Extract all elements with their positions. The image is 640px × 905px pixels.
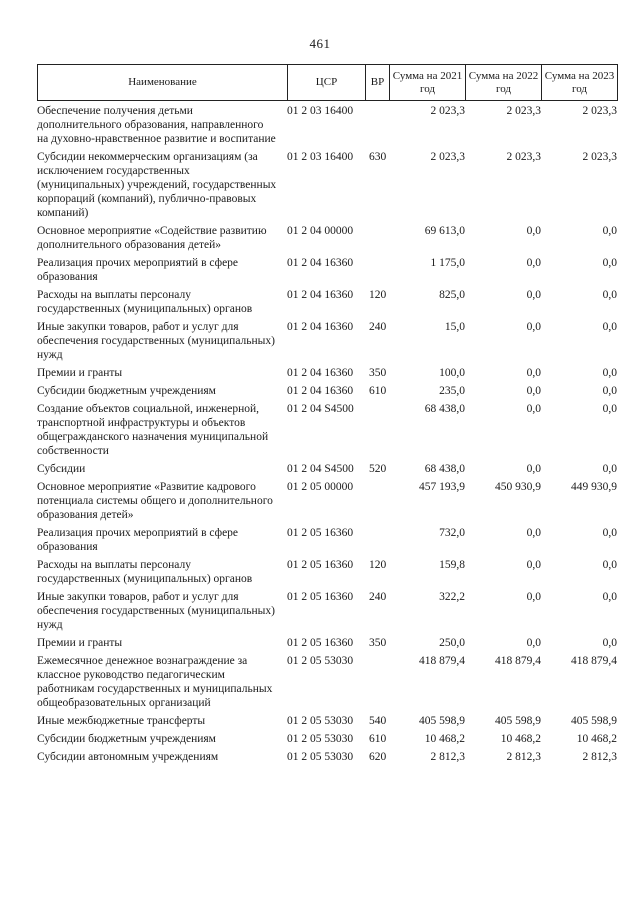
table-row <box>37 732 618 746</box>
row-sum-2021: 825,0 <box>439 289 465 301</box>
row-sum-2022: 2 023,3 <box>506 151 541 163</box>
row-name: Основное мероприятие «Содействие развитию дополнительного образования детей» <box>37 225 267 251</box>
row-name: Иные закупки товаров, работ и услуг для обеспечения государственных (муниципальных) нужд <box>37 591 275 631</box>
row-sum-2023: 405 598,9 <box>571 715 617 727</box>
row-name: Субсидии <box>37 463 86 475</box>
row-name: Реализация прочих мероприятий в сфере образования <box>37 257 239 283</box>
row-name: Ежемесячное денежное вознаграждение за классное руководство педагогическим работникам государственных и муниципальных общеобразовательных организаций <box>37 655 273 709</box>
row-sum-2021: 159,8 <box>439 559 465 571</box>
row-vr: 120 <box>369 559 387 571</box>
row-sum-2023: 449 930,9 <box>571 481 617 493</box>
row-sum-2023: 418 879,4 <box>571 655 617 667</box>
row-sum-2022: 0,0 <box>526 367 541 379</box>
row-name: Иные межбюджетные трансферты <box>37 715 206 727</box>
row-sum-2023: 10 468,2 <box>576 733 617 745</box>
row-name: Субсидии некоммерческим организациям (за исключением государственных (муниципальных) учреждений, государственных корпораций (компаний), публично-правовых компаний) <box>37 151 277 219</box>
row-sum-2021: 1 175,0 <box>430 257 465 269</box>
row-name: Расходы на выплаты персоналу государственных (муниципальных) органов <box>37 559 253 585</box>
row-csr: 01 2 04 S4500 <box>287 403 354 415</box>
row-sum-2023: 0,0 <box>602 367 617 379</box>
row-sum-2022: 405 598,9 <box>495 715 541 727</box>
row-sum-2023: 2 023,3 <box>582 151 617 163</box>
row-sum-2022: 0,0 <box>526 257 541 269</box>
row-sum-2022: 2 812,3 <box>506 751 541 763</box>
row-name: Основное мероприятие «Развитие кадрового потенциала системы общего и дополнительного образования детей» <box>37 481 273 521</box>
row-csr: 01 2 05 16360 <box>287 527 354 539</box>
row-vr: 350 <box>369 367 387 379</box>
row-name: Премии и гранты <box>37 367 123 379</box>
row-sum-2023: 0,0 <box>602 463 617 475</box>
row-csr: 01 2 04 16360 <box>287 289 354 301</box>
row-sum-2021: 2 812,3 <box>430 751 465 763</box>
table-row <box>37 402 618 458</box>
row-sum-2022: 0,0 <box>526 527 541 539</box>
row-sum-2021: 457 193,9 <box>419 481 465 493</box>
row-name: Реализация прочих мероприятий в сфере образования <box>37 527 239 553</box>
header-name: Наименование <box>38 65 288 100</box>
row-sum-2023: 0,0 <box>602 257 617 269</box>
row-sum-2021: 68 438,0 <box>424 403 465 415</box>
row-csr: 01 2 05 16360 <box>287 591 354 603</box>
row-sum-2022: 418 879,4 <box>495 655 541 667</box>
row-vr: 620 <box>369 751 387 763</box>
row-sum-2021: 2 023,3 <box>430 151 465 163</box>
table-row <box>37 320 618 362</box>
row-sum-2023: 0,0 <box>602 289 617 301</box>
table-row <box>37 366 618 380</box>
row-csr: 01 2 04 16360 <box>287 367 354 379</box>
row-vr: 610 <box>369 733 387 745</box>
row-vr: 240 <box>369 591 387 603</box>
table-row <box>37 480 618 522</box>
row-sum-2021: 68 438,0 <box>424 463 465 475</box>
row-csr: 01 2 04 00000 <box>287 225 354 237</box>
row-name: Субсидии бюджетным учреждениям <box>37 733 216 745</box>
row-sum-2023: 0,0 <box>602 591 617 603</box>
row-sum-2021: 10 468,2 <box>424 733 465 745</box>
row-csr: 01 2 05 16360 <box>287 559 354 571</box>
row-vr: 630 <box>369 151 387 163</box>
row-sum-2022: 10 468,2 <box>500 733 541 745</box>
row-sum-2022: 0,0 <box>526 463 541 475</box>
row-sum-2022: 450 930,9 <box>495 481 541 493</box>
header-sum-2022: Сумма на 2022 год <box>466 65 542 100</box>
row-csr: 01 2 04 16360 <box>287 321 354 333</box>
row-sum-2023: 0,0 <box>602 403 617 415</box>
row-name: Создание объектов социальной, инженерной, транспортной инфраструктуры и объектов общегражданского назначения муниципальной собственности <box>37 403 269 457</box>
row-sum-2023: 0,0 <box>602 559 617 571</box>
row-csr: 01 2 05 53030 <box>287 733 354 745</box>
header-csr: ЦСР <box>288 65 366 100</box>
row-name: Субсидии автономным учреждениям <box>37 751 219 763</box>
table-row <box>37 224 618 252</box>
row-csr: 01 2 03 16400 <box>287 151 354 163</box>
row-sum-2022: 0,0 <box>526 637 541 649</box>
row-name: Обеспечение получения детьми дополнительного образования, направленного на духовно-нравственное развитие и воспитание <box>37 105 276 145</box>
row-csr: 01 2 04 S4500 <box>287 463 354 475</box>
table-row <box>37 558 618 586</box>
row-csr: 01 2 05 16360 <box>287 637 354 649</box>
table-row <box>37 636 618 650</box>
row-sum-2021: 235,0 <box>439 385 465 397</box>
table-row <box>37 654 618 710</box>
row-sum-2022: 0,0 <box>526 289 541 301</box>
row-sum-2021: 2 023,3 <box>430 105 465 117</box>
table-row <box>37 590 618 632</box>
row-sum-2021: 69 613,0 <box>424 225 465 237</box>
page-number: 461 <box>309 36 331 51</box>
row-csr: 01 2 05 53030 <box>287 655 354 667</box>
row-csr: 01 2 04 16360 <box>287 385 354 397</box>
row-csr: 01 2 05 00000 <box>287 481 354 493</box>
table-row <box>37 526 618 554</box>
table-row <box>37 150 618 220</box>
row-sum-2023: 2 023,3 <box>582 105 617 117</box>
row-csr: 01 2 03 16400 <box>287 105 354 117</box>
row-csr: 01 2 04 16360 <box>287 257 354 269</box>
row-sum-2023: 0,0 <box>602 385 617 397</box>
header-sum-2021: Сумма на 2021 год <box>390 65 466 100</box>
row-sum-2021: 405 598,9 <box>419 715 465 727</box>
table-row <box>37 288 618 316</box>
row-sum-2022: 0,0 <box>526 385 541 397</box>
table-row <box>37 714 618 728</box>
row-sum-2021: 418 879,4 <box>419 655 465 667</box>
row-vr: 350 <box>369 637 387 649</box>
row-name: Субсидии бюджетным учреждениям <box>37 385 216 397</box>
row-csr: 01 2 05 53030 <box>287 751 354 763</box>
row-sum-2021: 100,0 <box>439 367 465 379</box>
row-sum-2022: 0,0 <box>526 225 541 237</box>
row-sum-2023: 0,0 <box>602 637 617 649</box>
table-row <box>37 750 618 764</box>
header-vr: ВР <box>366 65 390 100</box>
row-sum-2021: 15,0 <box>444 321 465 333</box>
row-sum-2022: 0,0 <box>526 559 541 571</box>
row-sum-2021: 732,0 <box>439 527 465 539</box>
row-sum-2022: 0,0 <box>526 403 541 415</box>
row-sum-2021: 250,0 <box>439 637 465 649</box>
row-csr: 01 2 05 53030 <box>287 715 354 727</box>
row-vr: 610 <box>369 385 387 397</box>
row-name: Расходы на выплаты персоналу государственных (муниципальных) органов <box>37 289 253 315</box>
row-sum-2021: 322,2 <box>439 591 465 603</box>
table-row <box>37 104 618 146</box>
table-row <box>37 384 618 398</box>
row-sum-2023: 0,0 <box>602 527 617 539</box>
row-vr: 540 <box>369 715 387 727</box>
row-vr: 120 <box>369 289 387 301</box>
table-row <box>37 256 618 284</box>
row-vr: 240 <box>369 321 387 333</box>
row-name: Иные закупки товаров, работ и услуг для обеспечения государственных (муниципальных) нужд <box>37 321 275 361</box>
table-row <box>37 462 618 476</box>
row-sum-2022: 0,0 <box>526 321 541 333</box>
row-sum-2023: 0,0 <box>602 225 617 237</box>
row-name: Премии и гранты <box>37 637 123 649</box>
header-sum-2023: Сумма на 2023 год <box>544 69 615 95</box>
row-sum-2023: 2 812,3 <box>582 751 617 763</box>
row-sum-2023: 0,0 <box>602 321 617 333</box>
table-header <box>37 64 618 101</box>
row-sum-2022: 0,0 <box>526 591 541 603</box>
table-body <box>37 104 618 768</box>
row-sum-2022: 2 023,3 <box>506 105 541 117</box>
row-vr: 520 <box>369 463 387 475</box>
